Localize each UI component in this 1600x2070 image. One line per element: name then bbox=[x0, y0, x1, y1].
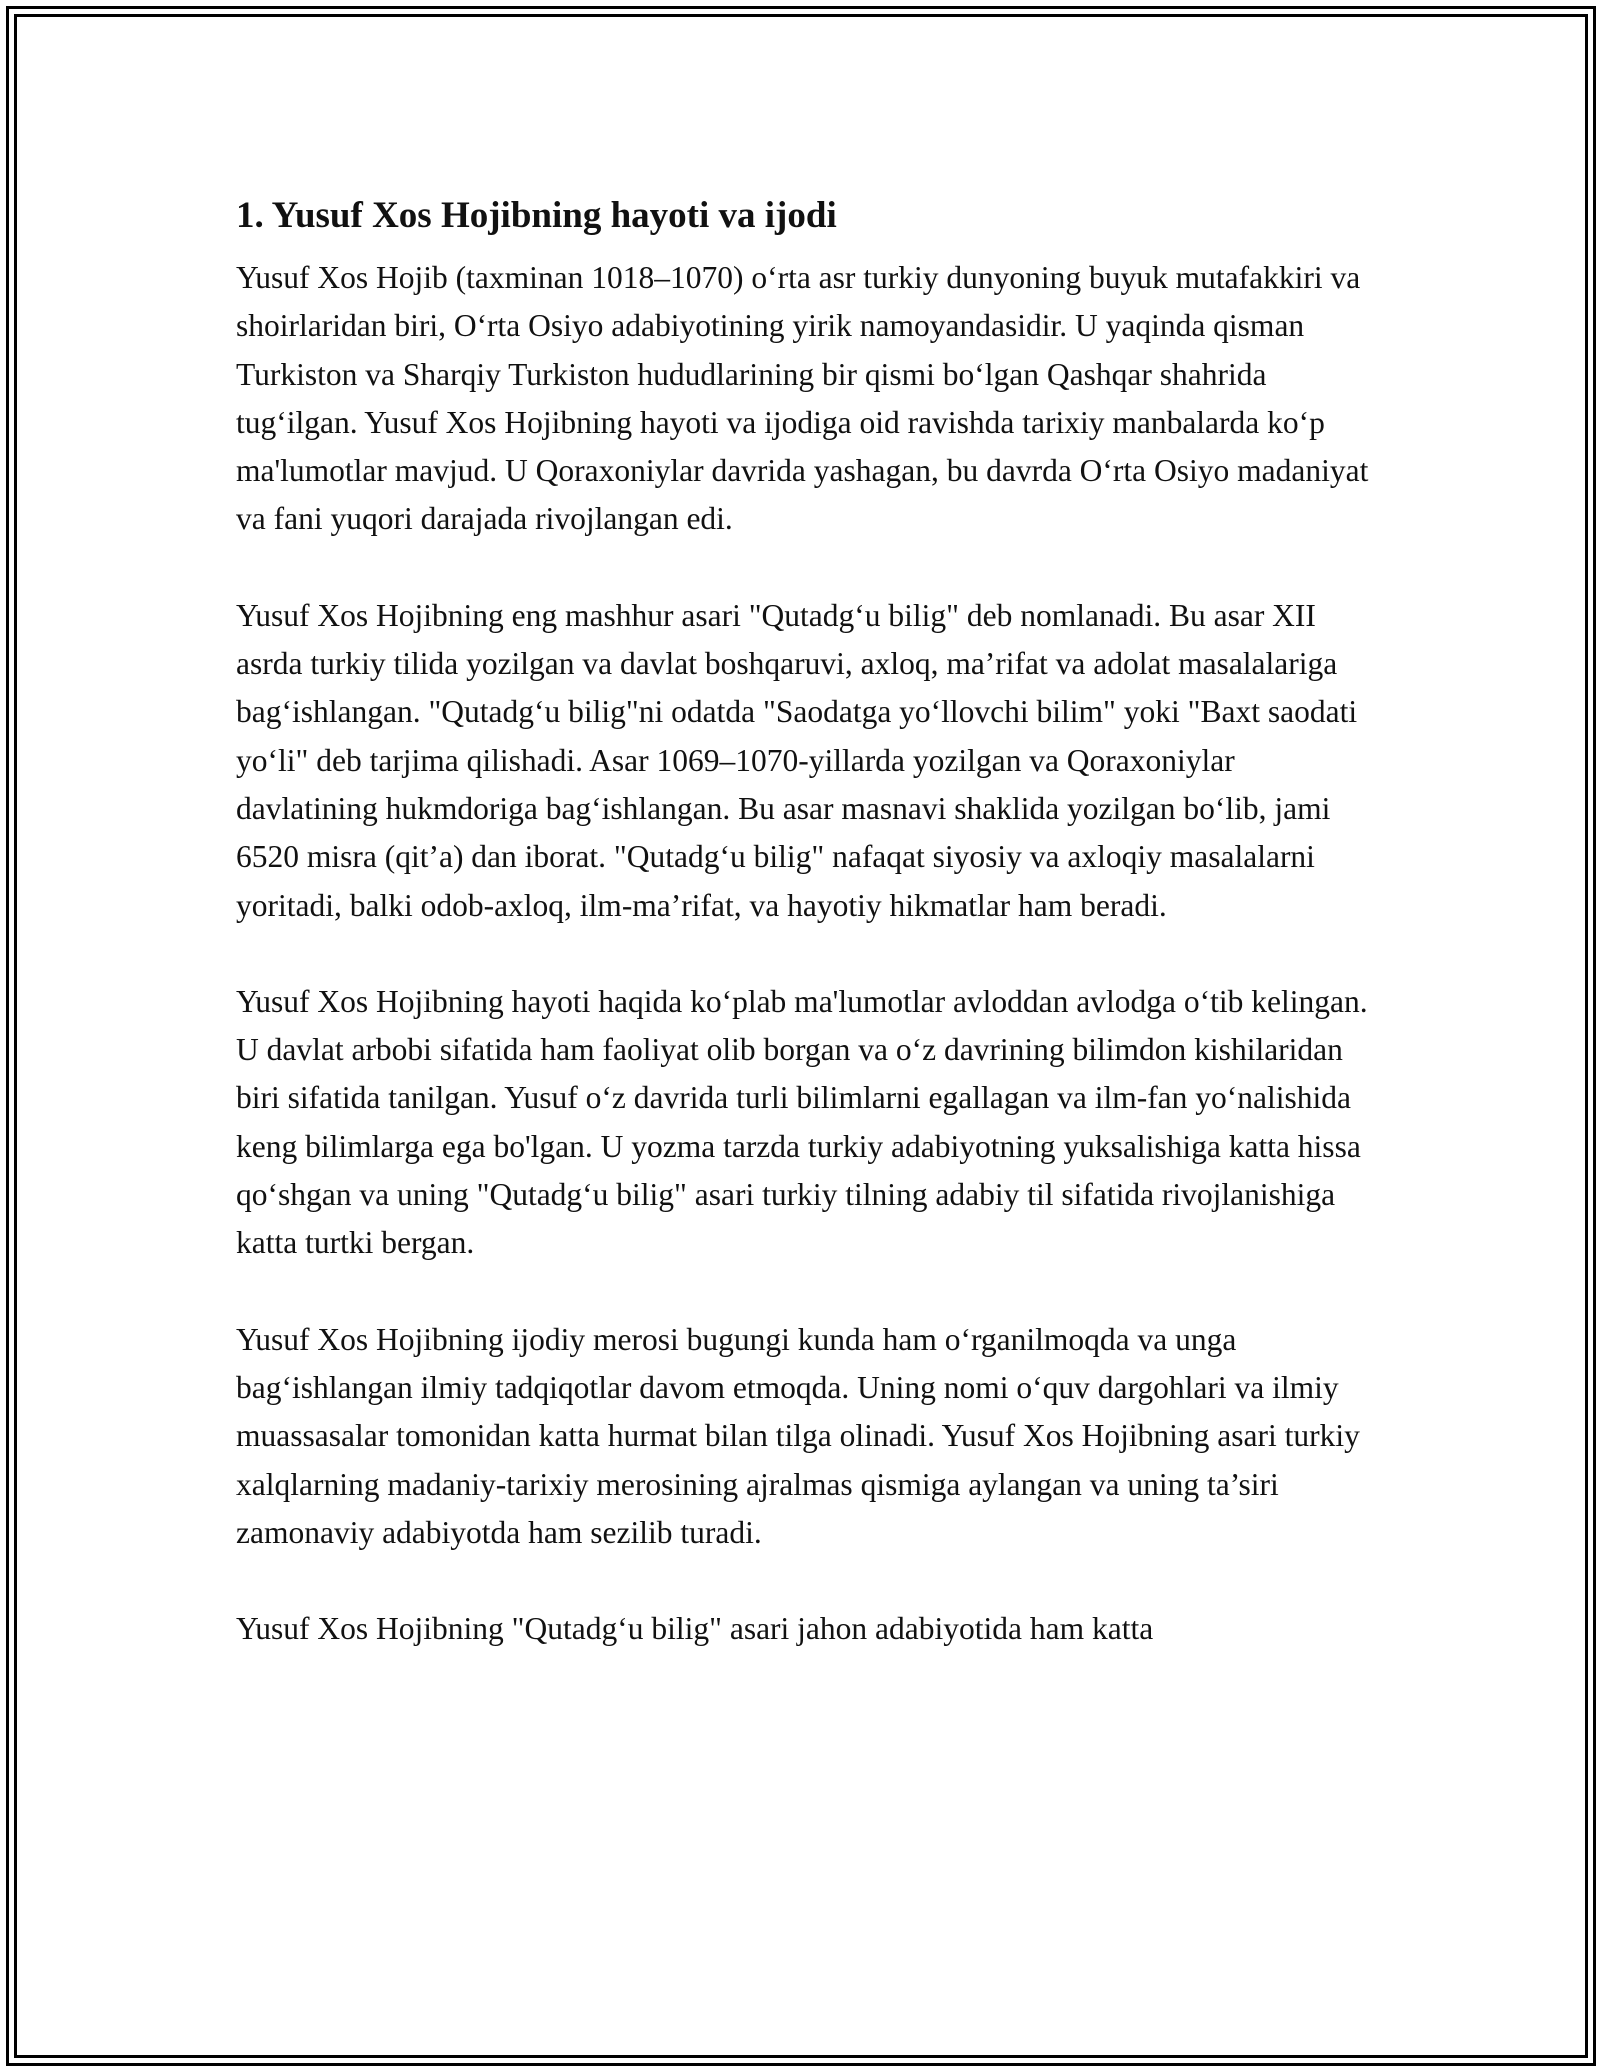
paragraph-4: Yusuf Xos Hojibning ijodiy merosi bugungi kunda ham o‘rganilmoqda va unga bag‘ishlangan ilmiy tadqiqotlar davom etmoqda. Uning nomi o‘quv dargohlari va ilmiy muassasalar tomonidan katta hurmat bilan tilga olinadi. Yusuf Xos Hojibning asari turkiy xalqlarning madaniy-tarixiy merosining ajralmas qismiga aylangan va uning ta’siri zamonaviy adabiyotda ham sezilib turadi. bbox=[236, 1321, 1360, 1550]
paragraph-2: Yusuf Xos Hojibning eng mashhur asari "Qutadg‘u bilig" deb nomlanadi. Bu asar XII asrda turkiy tilida yozilgan va davlat boshqaruvi, axloq, ma’rifat va adolat masalalariga bag‘ishlangan. "Qutadg‘u bilig"ni odatda "Saodatga yo‘llovchi bilim" yoki "Baxt saodati yo‘li" deb tarjima qilishadi. Asar 1069–1070-yillarda yozilgan va Qoraxoniylar davlatining hukmdoriga bag‘ishlangan. Bu asar masnavi shaklida yozilgan bo‘lib, jami 6520 misra (qit’a) dan iborat. "Qutadg‘u bilig" nafaqat siyosiy va axloqiy masalalarni yoritadi, balki odob-axloq, ilm-ma’rifat, va hayotiy hikmatlar ham beradi. bbox=[236, 597, 1358, 923]
paragraph-3: Yusuf Xos Hojibning hayoti haqida ko‘plab ma'lumotlar avloddan avlodga o‘tib kelingan. U davlat arbobi sifatida ham faoliyat olib borgan va o‘z davrining bilimdon kishilaridan biri sifatida tanilgan. Yusuf o‘z davrida turli bilimlarni egallagan va ilm-fan yo‘nalishida keng bilimlarga ega bo'lgan. U yozma tarzda turkiy adabiyotning yuksalishiga katta hissa qo‘shgan va uning "Qutadg‘u bilig" asari turkiy tilning adabiy til sifatida rivojlanishiga katta turtki bergan. bbox=[236, 983, 1368, 1261]
section-heading: 1. Yusuf Xos Hojibning hayoti va ijodi bbox=[236, 195, 837, 236]
document-body bbox=[236, 186, 1376, 1701]
paragraph-5: Yusuf Xos Hojibning "Qutadg‘u bilig" asari jahon adabiyotida ham katta bbox=[236, 1611, 1154, 1647]
paragraph-1: Yusuf Xos Hojib (taxminan 1018–1070) o‘rta asr turkiy dunyoning buyuk mutafakkiri va shoirlaridan biri, O‘rta Osiyo adabiyotining yirik namoyandasidir. U yaqinda qisman Turkiston va Sharqiy Turkiston hududlarining bir qismi bo‘lgan Qashqar shahrida tug‘ilgan. Yusuf Xos Hojibning hayoti va ijodiga oid ravishda tarixiy manbalarda ko‘p ma'lumotlar mavjud. U Qoraxoniylar davrida yashagan, bu davrda O‘rta Osiyo madaniyat va fani yuqori darajada rivojlangan edi. bbox=[236, 260, 1369, 537]
